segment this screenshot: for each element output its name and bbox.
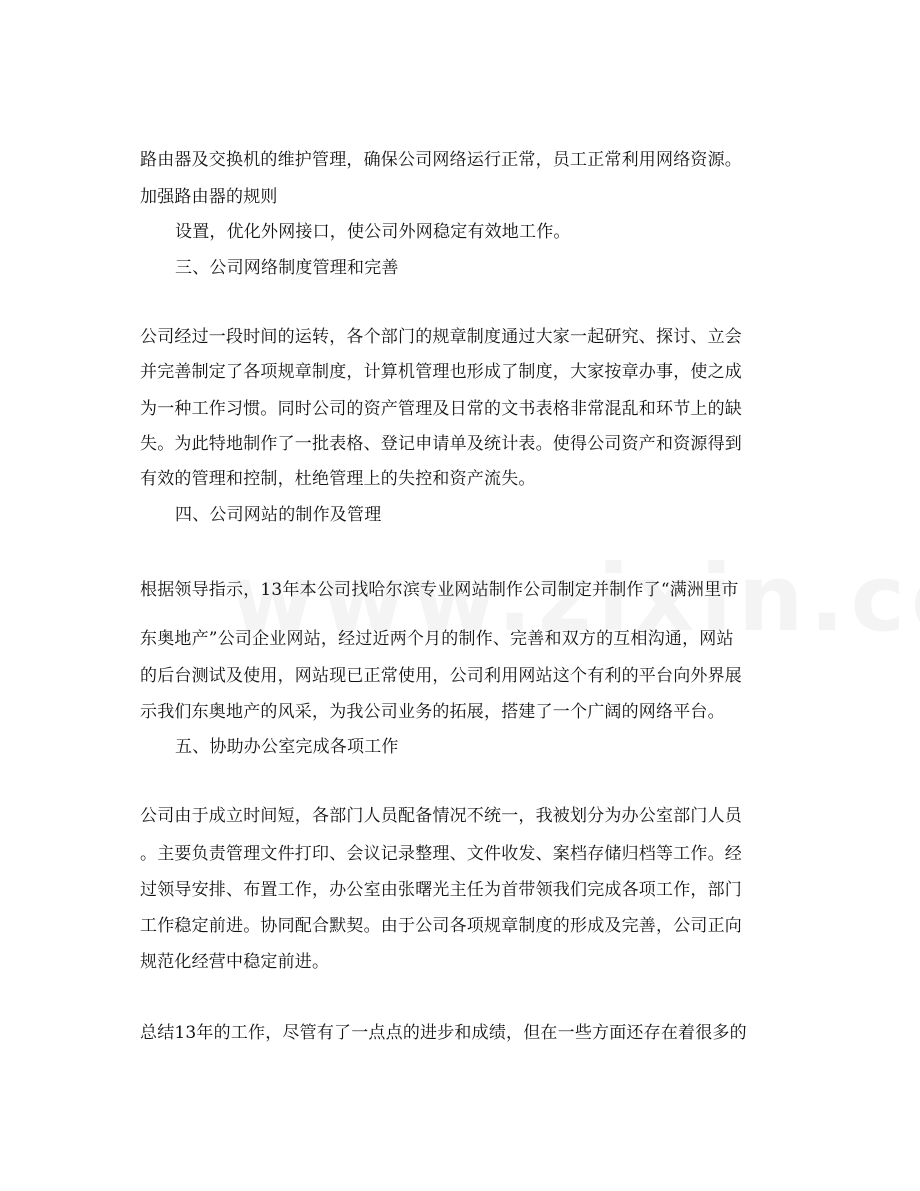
body-line-2: 加强路由器的规则 [140,187,278,207]
body-line-12: 东奥地产”公司企业网站，经过近两个月的制作、完善和双方的互相沟通，网站 [140,629,734,649]
body-line-21: 总结13年的工作，尽管有了一点点的进步和成绩，但在一些方面还存在着很多的 [140,1023,747,1043]
body-line-19: 工作稳定前进。协同配合默契。由于公司各项规章制度的形成及完善，公司正向 [140,916,742,936]
body-line-3: 设置，优化外网接口，使公司外网稳定有效地工作。 [175,222,571,242]
body-line-18: 过领导安排、布置工作，办公室由张曙光主任为首带领我们完成各项工作，部门 [140,880,742,900]
body-line-17: 。主要负责管理文件打印、会议记录整理、文件收发、案档存储归档等工作。经 [140,844,742,864]
section-heading-3: 三、公司网络制度管理和完善 [175,258,399,278]
body-line-5: 公司经过一段时间的运转，各个部门的规章制度通过大家一起研究、探讨、立会 [140,327,742,347]
body-line-9: 有效的管理和控制，杜绝管理上的失控和资产流失。 [140,469,536,489]
section-heading-4: 四、公司网站的制作及管理 [175,505,382,525]
body-line-7: 为一种工作习惯。同时公司的资产管理及日常的文书表格非常混乱和环节上的缺 [140,399,742,419]
body-line-16: 公司由于成立时间短，各部门人员配备情况不统一，我被划分为办公室部门人员 [140,806,742,826]
body-line-8: 失。为此特地制作了一批表格、登记申请单及统计表。使得公司资产和资源得到 [140,434,742,454]
body-line-14: 示我们东奥地产的风采，为我公司业务的拓展，搭建了一个广阔的网络平台。 [140,702,725,722]
body-line-13: 的后台测试及使用，网站现已正常使用，公司利用网站这个有利的平台向外界展 [140,666,742,686]
body-line-1: 路由器及交换机的维护管理，确保公司网络运行正常，员工正常利用网络资源。 [140,150,742,170]
body-line-20: 规范化经营中稳定前进。 [140,952,330,972]
body-line-11: 根据领导指示，13年本公司找哈尔滨专业网站制作公司制定并制作了“满洲里市 [140,580,739,600]
body-line-6: 并完善制定了各项规章制度，计算机管理也形成了制度，大家按章办事，使之成 [140,362,742,382]
section-heading-5: 五、协助办公室完成各项工作 [175,737,399,757]
